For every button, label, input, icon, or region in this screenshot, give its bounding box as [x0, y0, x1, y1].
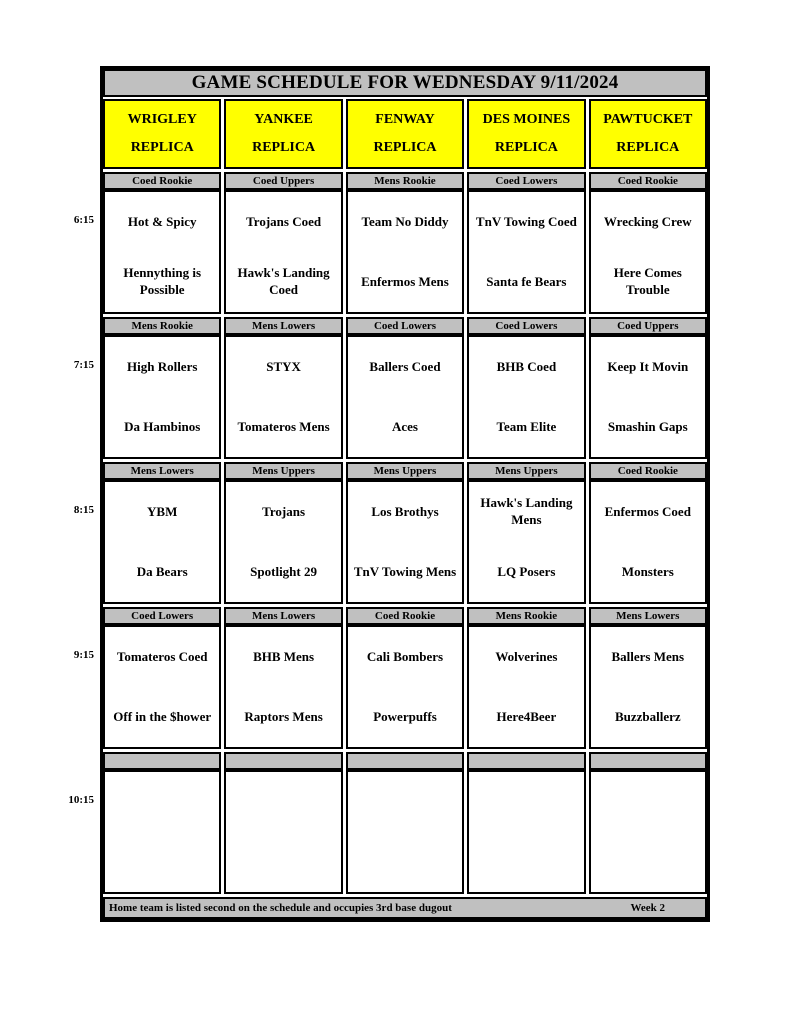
division-label: Mens Rookie — [467, 607, 585, 625]
division-label: Coed Lowers — [467, 317, 585, 335]
time-label: 9:15 — [73, 649, 94, 661]
field-header-fenway — [346, 99, 464, 169]
field-header-pawtucket — [589, 99, 707, 169]
game-cell — [224, 190, 342, 314]
away-team: High Rollers — [126, 358, 198, 374]
away-team — [591, 772, 705, 832]
week-label: Week 2 — [630, 902, 665, 914]
division-label: Mens Lowers — [224, 317, 342, 335]
home-team: Spotlight 29 — [250, 563, 317, 579]
game-cell — [467, 480, 585, 604]
division-label — [467, 752, 585, 770]
division-label: Mens Rookie — [103, 317, 221, 335]
division-label: Mens Uppers — [346, 462, 464, 480]
away-team — [348, 772, 462, 832]
home-team: Enfermos Mens — [361, 273, 449, 289]
game-cell — [589, 625, 707, 749]
game-cell — [103, 625, 221, 749]
division-label: Coed Uppers — [224, 172, 342, 190]
game-cell — [346, 335, 464, 459]
away-team: Trojans Coed — [246, 213, 322, 229]
field-replica-label: REPLICA — [616, 139, 680, 155]
away-team: Cali Bombers — [366, 648, 444, 664]
home-team: Hawk's Landing Coed — [237, 265, 330, 297]
footer-note: Home team is listed second on the schedule and occupies 3rd base dugout — [109, 902, 452, 914]
field-name: FENWAY — [375, 112, 435, 128]
away-team: BHB Coed — [496, 358, 557, 374]
game-cell — [589, 190, 707, 314]
schedule-table — [100, 66, 710, 922]
game-cell — [346, 480, 464, 604]
home-team: Raptors Mens — [244, 708, 323, 724]
home-team — [105, 832, 219, 892]
field-replica-label: REPLICA — [252, 139, 316, 155]
game-cell — [589, 770, 707, 894]
division-row — [103, 462, 707, 480]
division-label: Mens Lowers — [103, 462, 221, 480]
game-cell — [467, 190, 585, 314]
away-team — [105, 772, 219, 832]
time-label: 7:15 — [73, 359, 94, 371]
field-header-wrigley — [103, 99, 221, 169]
away-team: Ballers Mens — [611, 648, 685, 664]
division-row — [103, 752, 707, 770]
field-name: DES MOINES — [482, 112, 571, 128]
game-row — [103, 190, 707, 314]
division-label: Coed Lowers — [103, 607, 221, 625]
game-cell — [346, 190, 464, 314]
away-team: Hot & Spicy — [127, 213, 197, 229]
home-team — [591, 832, 705, 892]
division-label — [589, 752, 707, 770]
home-team: Hennything is Possible — [123, 265, 202, 297]
game-cell — [224, 480, 342, 604]
away-team: Enfermos Coed — [604, 503, 691, 519]
game-cell — [346, 770, 464, 894]
home-team: Santa fe Bears — [486, 273, 567, 289]
home-team — [348, 832, 462, 892]
home-team: Off in the $hower — [113, 708, 212, 724]
division-label: Coed Uppers — [589, 317, 707, 335]
home-team: Buzzballerz — [614, 708, 681, 724]
home-team — [226, 832, 340, 892]
field-header-des-moines — [467, 99, 585, 169]
home-team: Team Elite — [496, 418, 557, 434]
time-label: 8:15 — [73, 504, 94, 516]
game-cell — [103, 190, 221, 314]
division-label — [346, 752, 464, 770]
division-row — [103, 172, 707, 190]
game-cell — [467, 625, 585, 749]
division-label: Coed Rookie — [589, 172, 707, 190]
home-team: Here Comes Trouble — [613, 265, 682, 297]
game-cell — [589, 335, 707, 459]
home-team: Tomateros Mens — [237, 418, 330, 434]
away-team: BHB Mens — [253, 648, 315, 664]
home-team — [469, 832, 583, 892]
game-row — [103, 770, 707, 894]
home-team: Monsters — [621, 563, 674, 579]
away-team: STYX — [266, 358, 301, 374]
field-header-yankee — [224, 99, 342, 169]
game-row — [103, 335, 707, 459]
field-name: WRIGLEY — [127, 112, 197, 128]
game-row — [103, 480, 707, 604]
field-header-row — [103, 99, 707, 169]
away-team: YBM — [147, 503, 178, 519]
footer-bar — [103, 897, 707, 919]
schedule-title: GAME SCHEDULE FOR WEDNESDAY 9/11/2024 — [103, 69, 707, 97]
away-team: Trojans — [262, 503, 306, 519]
game-cell — [346, 625, 464, 749]
home-team: TnV Towing Mens — [353, 563, 457, 579]
home-team: Da Hambinos — [124, 418, 201, 434]
division-label: Mens Rookie — [346, 172, 464, 190]
home-team: Here4Beer — [496, 708, 557, 724]
away-team: Ballers Coed — [369, 358, 441, 374]
division-label — [224, 752, 342, 770]
division-row — [103, 607, 707, 625]
away-team: TnV Towing Coed — [475, 213, 577, 229]
game-cell — [224, 625, 342, 749]
away-team — [226, 772, 340, 832]
time-label: 10:15 — [68, 794, 94, 806]
game-cell — [224, 770, 342, 894]
division-label: Mens Uppers — [467, 462, 585, 480]
game-cell — [467, 335, 585, 459]
field-name: PAWTUCKET — [603, 112, 693, 128]
away-team — [469, 772, 583, 832]
away-team: Tomateros Coed — [116, 648, 208, 664]
field-replica-label: REPLICA — [130, 139, 194, 155]
division-label: Coed Lowers — [346, 317, 464, 335]
time-slot-blocks — [103, 172, 707, 894]
division-label: Mens Uppers — [224, 462, 342, 480]
game-cell — [103, 335, 221, 459]
home-team: Powerpuffs — [373, 708, 437, 724]
home-team: Aces — [391, 418, 418, 434]
division-label: Coed Lowers — [467, 172, 585, 190]
away-team: Wolverines — [495, 648, 558, 664]
division-row — [103, 317, 707, 335]
game-cell — [103, 770, 221, 894]
field-replica-label: REPLICA — [494, 139, 558, 155]
division-label: Coed Rookie — [346, 607, 464, 625]
away-team: Wrecking Crew — [603, 213, 692, 229]
division-label: Coed Rookie — [589, 462, 707, 480]
game-cell — [224, 335, 342, 459]
away-team: Los Brothys — [371, 503, 439, 519]
home-team: Da Bears — [136, 563, 188, 579]
game-row — [103, 625, 707, 749]
away-team: Team No Diddy — [361, 213, 449, 229]
division-label: Coed Rookie — [103, 172, 221, 190]
division-label — [103, 752, 221, 770]
division-label: Mens Lowers — [589, 607, 707, 625]
division-label: Mens Lowers — [224, 607, 342, 625]
game-cell — [103, 480, 221, 604]
field-name: YANKEE — [254, 112, 313, 128]
field-replica-label: REPLICA — [373, 139, 437, 155]
home-team: Smashin Gaps — [607, 418, 688, 434]
time-label: 6:15 — [73, 214, 94, 226]
home-team: LQ Posers — [497, 563, 556, 579]
game-cell — [589, 480, 707, 604]
away-team: Hawk's Landing Mens — [480, 495, 573, 527]
away-team: Keep It Movin — [607, 358, 689, 374]
game-cell — [467, 770, 585, 894]
